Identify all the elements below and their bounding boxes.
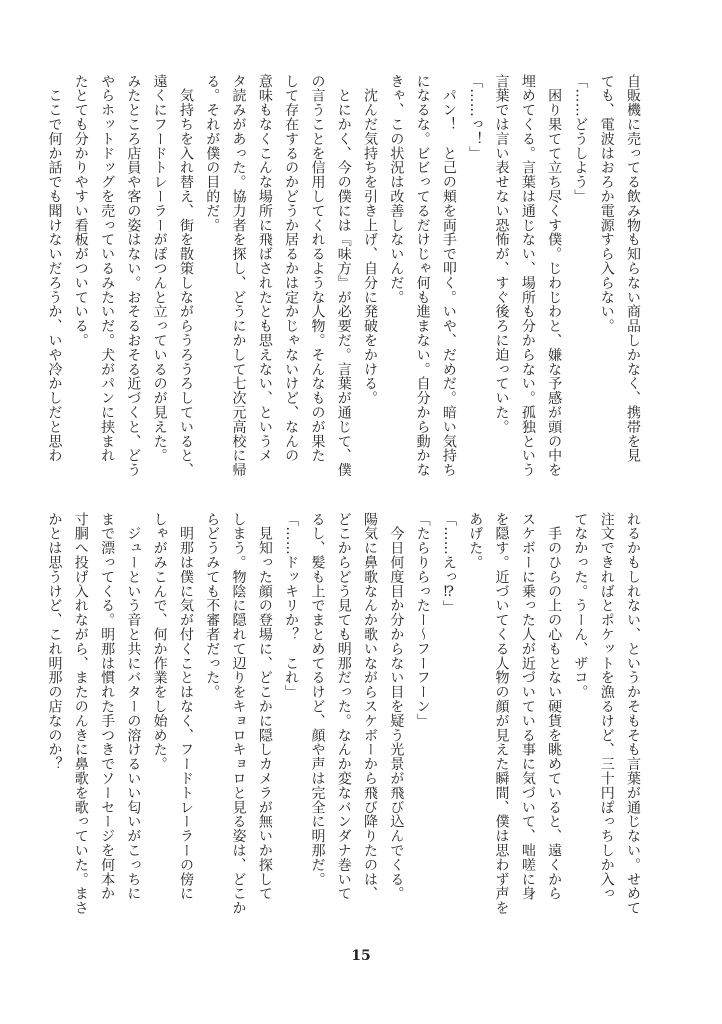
page-number: 15 (351, 948, 371, 964)
text-line: 意味もなくこんな場所に飛ばされたとも思えない、というメ (256, 74, 273, 463)
text-line: てなかった。うーん、ザコ。 (572, 512, 589, 700)
bottom-text-block (46, 512, 646, 916)
text-line: 「……っ！」 (467, 74, 484, 161)
text-line: 今日何度目か分からない目を疑う光景が飛び込んでくる。 (388, 512, 405, 901)
text-line: れるかもしれない、というかそもそも言葉が通じない。せめて (625, 512, 641, 916)
text-line: あげた。 (467, 512, 484, 570)
text-line: 言葉では言い表せない恐怖が、すぐ後ろに迫っていた。 (493, 74, 510, 434)
text-line: 困り果てて立ち尽くす僕。じわじわと、嫌な予感が頭の中を (546, 74, 563, 478)
text-line: 遠くにフードトレーラーがぽつんと立っているのが見えた。 (151, 74, 168, 463)
text-line: 沈んだ気持ちを引き上げ、自分に発破をかける。 (362, 74, 379, 406)
text-line: して存在するのかどうか居るかは定かじゃないけど、なんの (283, 74, 300, 463)
text-line: 注文できればとポケットを漁るけど、三十円ぽっちしか入っ (598, 512, 615, 901)
text-line: きゃ、この状況は改善しないんだ。 (388, 74, 405, 305)
text-line: 埋めてくる。言葉は通じない、場所も分からない。孤独という (519, 74, 536, 478)
text-line: るし、髪も上でまとめてるけど、顔や声は完全に明那だ。 (309, 512, 326, 887)
text-line: しゃがみこんで、何か作業をし始めた。 (151, 512, 168, 772)
text-line: を隠す。近づいてくる人物の顔が見えた瞬間、僕は思わず声を (493, 512, 510, 916)
text-line: 寸胴へ投げ入れながら、またのんきに鼻歌を歌っていた。まさ (72, 512, 89, 916)
text-line: 陽気に鼻歌なんか歌いながらスケボーから飛び降りたのは、 (362, 512, 379, 901)
text-line: ても、電波はおろか電源すら入らない。 (598, 74, 615, 334)
text-line: らどうみても不審者だった。 (204, 512, 221, 700)
text-line: スケボーに乗った人が近づいている事に気づいて、咄嗟に身 (519, 512, 536, 901)
text-line: まで漂ってくる。明那は慣れた手つきでソーセージを何本か (99, 512, 116, 901)
text-line: 「たらりらったー〜フーフーン」 (414, 512, 431, 728)
text-line: とにかく、今の僕には『味方』が必要だ。言葉が通じて、僕 (335, 74, 352, 478)
text-line: しまう。物陰に隠れて辺りをキョロキョロと見る姿は、どこか (230, 512, 247, 916)
text-line: 見知った顔の登場に、どこかに隠しカメラが無いか探して (256, 512, 273, 901)
text-line: たとても分かりやすい看板がついている。 (72, 74, 89, 348)
text-line: 自販機に売ってる飲み物も知らない商品しかなく、携帯を見 (625, 74, 641, 463)
text-line: になるな。ビビってるだけじゃ何も進まない。自分から動かな (414, 74, 431, 478)
top-text-block (46, 74, 646, 478)
text-line: みたところ店員や客の姿はない。おそるおそる近づくと、どう (125, 74, 142, 478)
text-line: 手のひらの上の心もとない硬貨を眺めていると、遠くから (546, 512, 563, 901)
text-line: 「……えっ⁉」 (440, 512, 457, 615)
text-line: かとは思うけど、これ明那の店なのか？ (46, 512, 63, 772)
text-line: 気持ちを入れ替え、街を散策しながらうろうろしていると、 (177, 74, 194, 478)
text-line: タ読みがあった。協力者を探し、どうにかして七次元高校に帰 (230, 74, 247, 478)
text-line: ジューという音と共にバターの溶けるいい匂いがこっちに (125, 512, 142, 901)
text-line: 「……どうしよう」 (572, 74, 589, 204)
text-line: どこからどう見ても明那だった。なんか変なバンダナ巻いて (335, 512, 352, 901)
text-line: やらホットドッグを売っているみたいだ。犬がパンに挟まれ (99, 74, 116, 463)
text-line: 「……ドッキリか？ これ」 (283, 512, 300, 700)
text-line: パン！ と己の頬を両手で叩く。いや、だめだ。暗い気持ち (440, 74, 457, 478)
text-line: ここで何か話でも聞けないだろうか、いや冷かしだと思わ (46, 74, 63, 463)
text-line: 明那は僕に気が付くことはなく、フードトレーラーの傍に (177, 512, 194, 901)
text-line: る。それが僕の目的だ。 (204, 74, 221, 233)
text-line: の言うことを信用してくれるような人物。そんなものが果た (309, 74, 326, 463)
